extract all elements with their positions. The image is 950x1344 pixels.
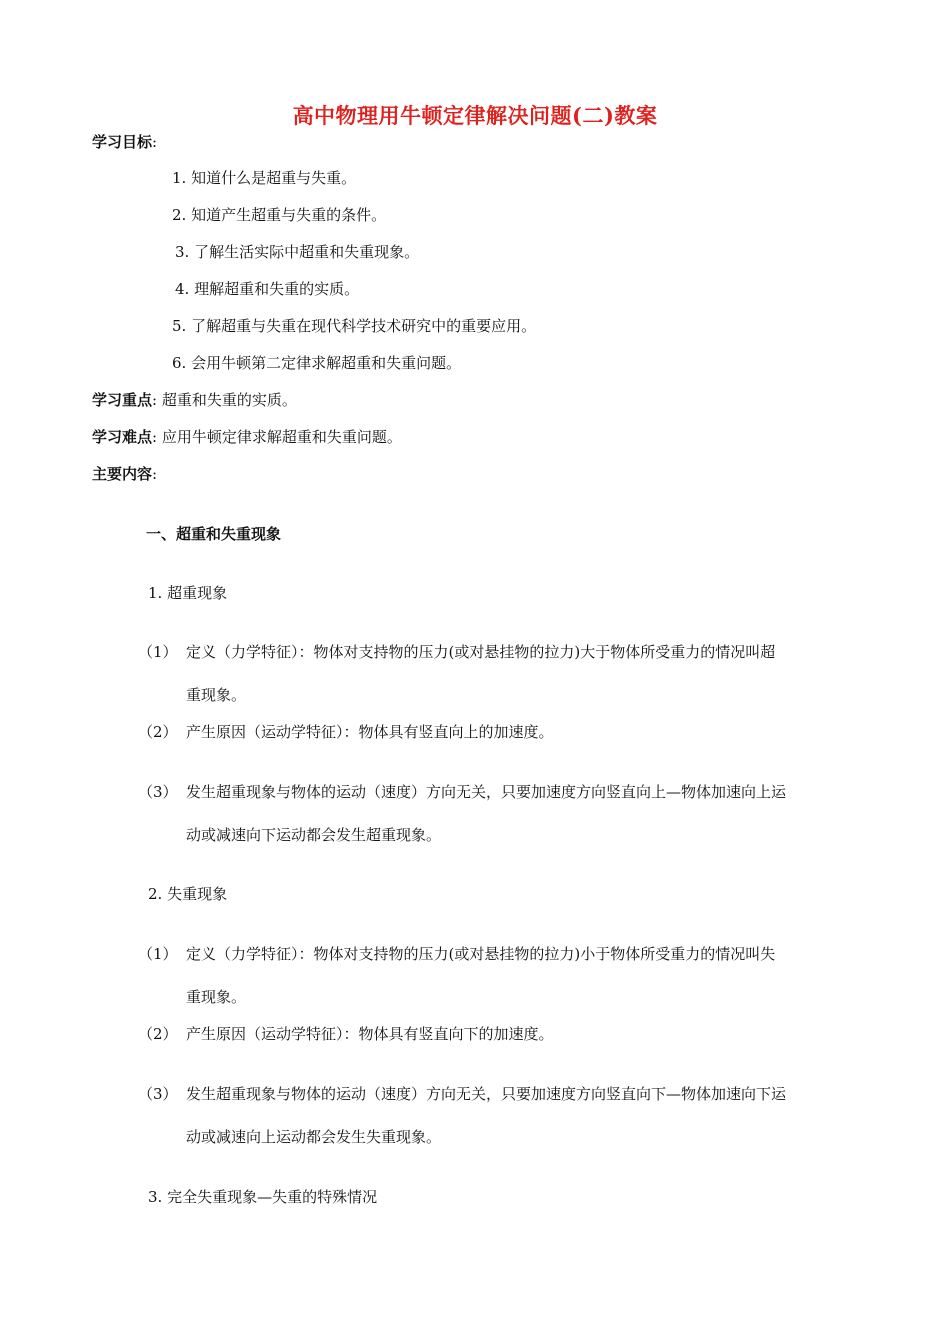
difficulty-line — [92, 426, 402, 447]
subsection-title-weightlessness: 2. 失重现象 — [148, 885, 228, 903]
goal-item-5: 5. 了解超重与失重在现代科学技术研究中的重要应用。 — [172, 317, 537, 335]
subsection-title-overweight: 1. 超重现象 — [148, 584, 228, 602]
goal-item-3: 3. 了解生活实际中超重和失重现象。 — [175, 243, 420, 261]
section-heading: 一、超重和失重现象 — [146, 525, 282, 543]
goal-item-4: 4. 理解超重和失重的实质。 — [175, 280, 360, 298]
item-number: （1） — [138, 945, 178, 963]
content-colon: : — [152, 465, 158, 483]
item-line: 产生原因（运动学特征）：物体具有竖直向上的加速度。 — [186, 723, 554, 741]
focus-line — [92, 389, 297, 410]
item-number: （3） — [138, 1085, 178, 1103]
item-line: 发生超重现象与物体的运动（速度）方向无关，只要加速度方向竖直向上—物体加速向上运 — [186, 783, 787, 801]
item-line: 定义（力学特征）：物体对支持物的压力(或对悬挂物的拉力)小于物体所受重力的情况叫失 — [186, 945, 776, 963]
item-line: 定义（力学特征）：物体对支持物的压力(或对悬挂物的拉力)大于物体所受重力的情况叫超 — [186, 643, 776, 661]
goal-item-1: 1. 知道什么是超重与失重。 — [172, 169, 357, 187]
item-line-continued: 重现象。 — [186, 686, 247, 704]
item-line-continued: 重现象。 — [186, 988, 247, 1006]
item-line: 产生原因（运动学特征）：物体具有竖直向下的加速度。 — [186, 1025, 554, 1043]
item-number: （2） — [138, 723, 178, 741]
focus-label: 学习重点 — [92, 391, 153, 409]
goal-item-6: 6. 会用牛顿第二定律求解超重和失重问题。 — [172, 354, 462, 372]
goals-label: 学习目标 — [92, 133, 153, 151]
item-number: （2） — [138, 1025, 178, 1043]
item-number: （1） — [138, 643, 178, 661]
goals-colon: : — [152, 133, 158, 151]
item-line: 发生超重现象与物体的运动（速度）方向无关，只要加速度方向竖直向下—物体加速向下运 — [186, 1085, 787, 1103]
difficulty-label: 学习难点 — [92, 428, 153, 446]
focus-text: : 超重和失重的实质。 — [152, 391, 297, 409]
content-heading — [92, 463, 157, 484]
subsection-title-complete-weightlessness: 3. 完全失重现象—失重的特殊情况 — [148, 1188, 378, 1206]
document-title: 高中物理用牛顿定律解决问题(二)教案 — [292, 103, 658, 128]
item-line-continued: 动或减速向上运动都会发生失重现象。 — [186, 1128, 442, 1146]
goal-item-2: 2. 知道产生超重与失重的条件。 — [172, 206, 387, 224]
item-number: （3） — [138, 783, 178, 801]
content-label: 主要内容 — [92, 465, 153, 483]
item-line-continued: 动或减速向下运动都会发生超重现象。 — [186, 826, 442, 844]
goals-heading — [92, 131, 157, 152]
difficulty-text: : 应用牛顿定律求解超重和失重问题。 — [152, 428, 402, 446]
